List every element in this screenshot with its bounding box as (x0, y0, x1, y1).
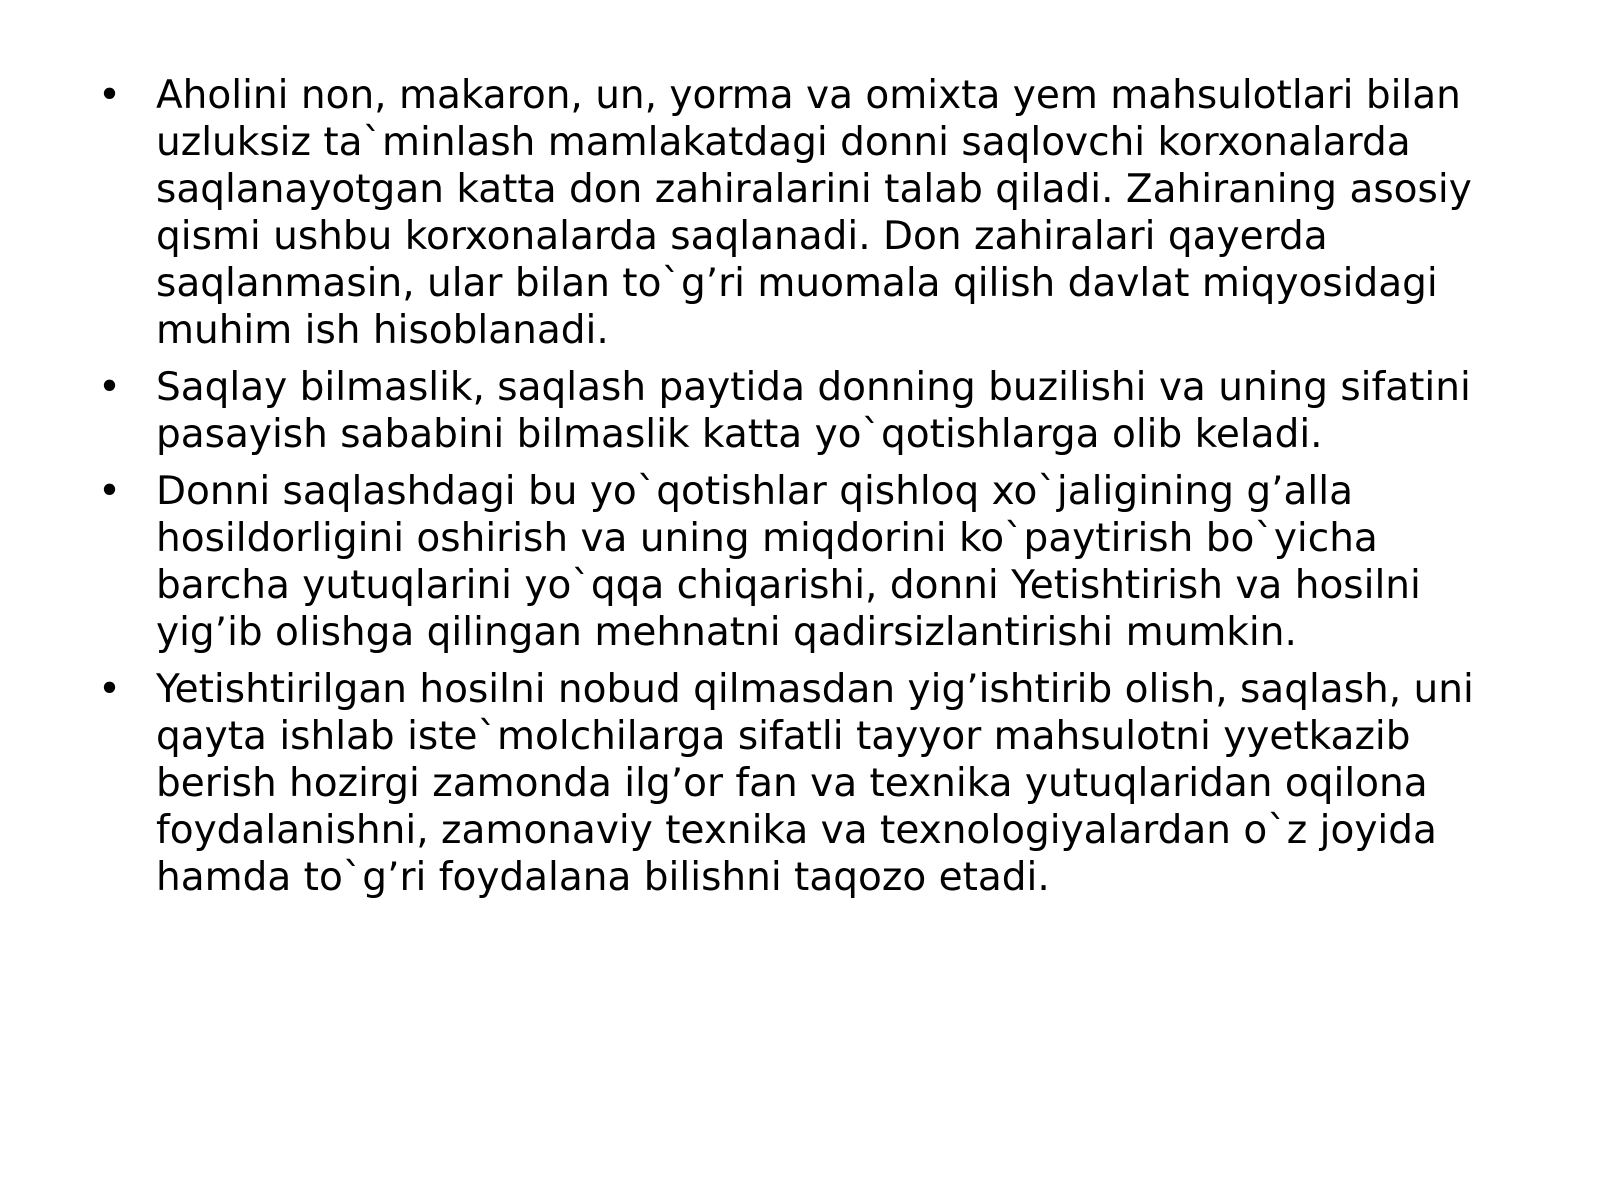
bullet-item (90, 364, 1510, 458)
bullet-dot-icon: • (98, 365, 122, 410)
bullet-item (90, 666, 1510, 901)
bullet-text: Aholini non, makaron, un, yorma va omixta yem mahsulotlari bilan uzluksiz ta`minlash mamlakatdagi donni saqlovchi korxonalarda saqlanayotgan katta don zahiralarini talab qiladi. Zahiraning asosiy qismi ushbu korxonalarda saqlanadi. Don zahiralari qayerda saqlanmasin, ular bilan to`g’ri muomala qilish davlat miqyosidagi muhim ish hisoblanadi. (156, 73, 1472, 353)
bullet-dot-icon: • (98, 667, 122, 712)
bullet-text: Yetishtirilgan hosilni nobud qilmasdan yig’ishtirib olish, saqlash, uni qayta ishlab iste`molchilarga sifatli tayyor mahsulotni yyetkazib berish hozirgi zamonda ilg’or fan va texnika yutuqlaridan oqilona foydalanishni, zamonaviy texnika va texnologiyalardan o`z joyida hamda to`g’ri foydalana bilishni taqozo etadi. (156, 667, 1474, 900)
bullet-dot-icon: • (98, 73, 122, 118)
bullet-item (90, 468, 1510, 656)
bullet-item (90, 72, 1510, 354)
bullet-text: Saqlay bilmaslik, saqlash paytida donning buzilishi va uning sifatini pasayish sababini bilmaslik katta yo`qotishlarga olib keladi. (156, 365, 1471, 457)
bullet-dot-icon: • (98, 469, 122, 514)
bullet-text: Donni saqlashdagi bu yo`qotishlar qishloq xo`jaligining g’alla hosildorligini oshirish va uning miqdorini ko`paytirish bo`yicha barcha yutuqlarini yo`qqa chiqarishi, donni Yetishtirish va hosilni yig’ib olishga qilingan mehnatni qadirsizlantirishi mumkin. (156, 469, 1421, 655)
bullet-list (90, 72, 1510, 911)
